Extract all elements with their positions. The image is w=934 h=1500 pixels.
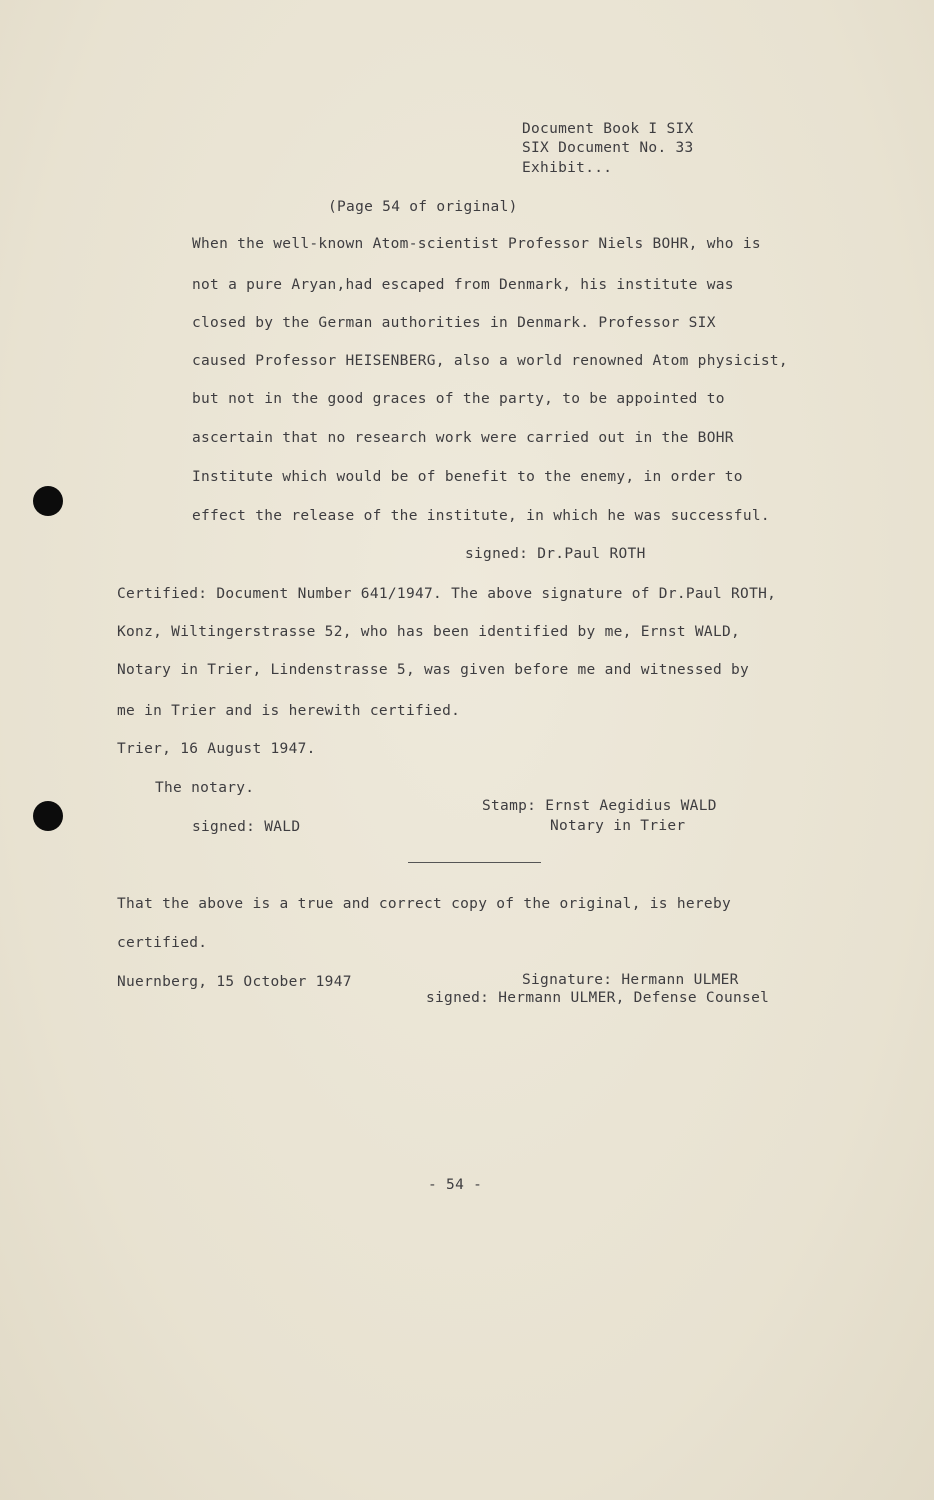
- body-line: When the well-known Atom-scientist Professor Niels BOHR, who is: [192, 236, 761, 252]
- page-number: - 54 -: [428, 1177, 483, 1193]
- closing-place-date: Nuernberg, 15 October 1947: [117, 974, 352, 990]
- closing-signature: Signature: Hermann ULMER: [522, 972, 739, 988]
- copy-certification-end: certified.: [117, 935, 208, 951]
- certification-line: me in Trier and is herewith certified.: [117, 703, 461, 719]
- body-line: effect the release of the institute, in which he was successful.: [192, 508, 770, 524]
- closing-signed: signed: Hermann ULMER, Defense Counsel: [426, 990, 770, 1006]
- header-document-book: Document Book I SIX: [522, 121, 694, 137]
- body-line: ascertain that no research work were carried out in the BOHR: [192, 430, 734, 446]
- stamp-line: Stamp: Ernst Aegidius WALD: [482, 798, 717, 814]
- copy-certification: That the above is a true and correct copy of the original, is hereby: [117, 896, 732, 912]
- signed-roth: signed: Dr.Paul ROTH: [465, 546, 646, 562]
- place-date: Trier, 16 August 1947.: [117, 741, 316, 757]
- page-of-original-note: (Page 54 of original): [328, 199, 518, 215]
- body-line: caused Professor HEISENBERG, also a world renowned Atom physicist,: [192, 353, 788, 369]
- notary-label: The notary.: [155, 780, 255, 796]
- section-divider: [408, 862, 541, 863]
- punch-hole-top: [33, 486, 63, 516]
- body-line: not a pure Aryan,had escaped from Denmark, his institute was: [192, 277, 734, 293]
- certification-line: Konz, Wiltingerstrasse 52, who has been identified by me, Ernst WALD,: [117, 624, 741, 640]
- header-document-number: SIX Document No. 33: [522, 140, 694, 156]
- certification-line: Certified: Document Number 641/1947. The above signature of Dr.Paul ROTH,: [117, 586, 777, 602]
- header-exhibit: Exhibit...: [522, 160, 613, 176]
- body-line: closed by the German authorities in Denmark. Professor SIX: [192, 315, 716, 331]
- stamp-location: Notary in Trier: [550, 818, 686, 834]
- punch-hole-bottom: [33, 801, 63, 831]
- body-line: Institute which would be of benefit to the enemy, in order to: [192, 469, 743, 485]
- certification-line: Notary in Trier, Lindenstrasse 5, was given before me and witnessed by: [117, 662, 750, 678]
- notary-signed: signed: WALD: [192, 819, 301, 835]
- body-line: but not in the good graces of the party, to be appointed to: [192, 391, 725, 407]
